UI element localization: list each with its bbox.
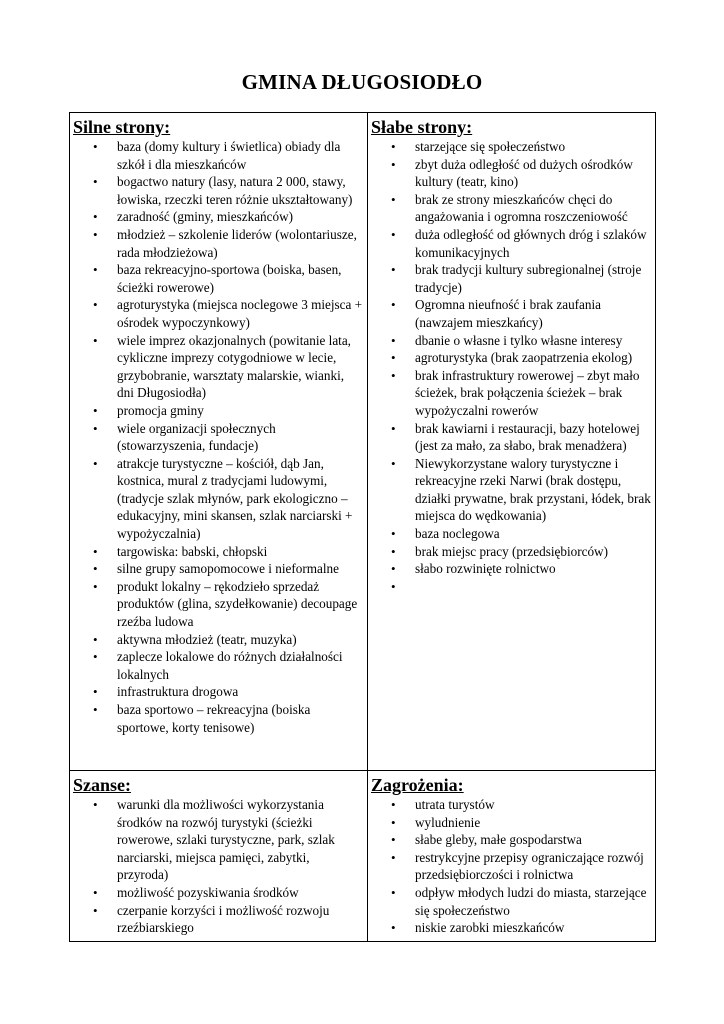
list-item: • brak miejsc pracy (przedsiębiorców) (371, 543, 651, 561)
opportunities-list (73, 796, 363, 937)
list-item: • agroturystyka (miejsca noclegowe 3 miejsca + ośrodek wypoczynkowy) (73, 296, 363, 331)
list-item: • bogactwo natury (lasy, natura 2 000, stawy, łowiska, rzeczki teren różnie ukształtowany) (73, 173, 363, 208)
list-item: • baza noclegowa (371, 525, 651, 543)
list-item: • młodzież – szkolenie liderów (wolontariusze, rada młodzieżowa) (73, 226, 363, 261)
opportunities-cell (70, 771, 368, 942)
list-item: • baza rekreacyjno-sportowa (boiska, basen, ścieżki rowerowe) (73, 261, 363, 296)
weaknesses-heading: Słabe strony: (371, 117, 473, 137)
list-item: • promocja gminy (73, 402, 363, 420)
list-item: • dbanie o własne i tylko własne interesy (371, 332, 651, 350)
list-item: • agroturystyka (brak zaopatrzenia ekolog) (371, 349, 651, 367)
list-item: • słabe gleby, małe gospodarstwa (371, 831, 651, 849)
list-item: • aktywna młodzież (teatr, muzyka) (73, 631, 363, 649)
list-item: • możliwość pozyskiwania środków (73, 884, 363, 902)
list-item: • zaplecze lokalowe do różnych działalności lokalnych (73, 648, 363, 683)
list-item: • brak tradycji kultury subregionalnej (stroje tradycje) (371, 261, 651, 296)
strengths-list (73, 138, 363, 736)
list-item: • wiele organizacji społecznych (stowarzyszenia, fundacje) (73, 420, 363, 455)
weaknesses-cell (368, 113, 656, 771)
list-item: • Ogromna nieufność i brak zaufania (nawzajem mieszkańcy) (371, 296, 651, 331)
opportunities-heading: Szanse: (73, 775, 131, 795)
swot-table (69, 112, 656, 942)
list-item: • restrykcyjne przepisy ograniczające rozwój przedsiębiorczości i rolnictwa (371, 849, 651, 884)
list-item: • Niewykorzystane walory turystyczne i rekreacyjne rzeki Narwi (brak dostępu, działki prywatne, brak przystani, łódek, brak miejsca do wędkowania) (371, 455, 651, 525)
strengths-heading: Silne strony: (73, 117, 171, 137)
list-item: • duża odległość od głównych dróg i szlaków komunikacyjnych (371, 226, 651, 261)
list-item: • zbyt duża odległość od dużych ośrodków kultury (teatr, kino) (371, 156, 651, 191)
list-item: • słabo rozwinięte rolnictwo (371, 560, 651, 578)
threats-heading: Zagrożenia: (371, 775, 464, 795)
list-item: • zaradność (gminy, mieszkańców) (73, 208, 363, 226)
weaknesses-list (371, 138, 651, 595)
list-item: • niskie zarobki mieszkańców (371, 919, 651, 937)
threats-list (371, 796, 651, 937)
list-item: • utrata turystów (371, 796, 651, 814)
list-item: • produkt lokalny – rękodzieło sprzedaż produktów (glina, szydełkowanie) decoupage rzeźba ludowa (73, 578, 363, 631)
list-item: • brak ze strony mieszkańców chęci do angażowania i ogromna roszczeniowość (371, 191, 651, 226)
strengths-cell (70, 113, 368, 771)
list-item: • wiele imprez okazjonalnych (powitanie lata, cykliczne imprezy cotygodniowe w lecie, grzybobranie, warsztaty malarskie, wianki, dni Długosiodła) (73, 332, 363, 402)
list-item (371, 578, 651, 596)
list-item: • brak infrastruktury rowerowej – zbyt mało ścieżek, brak połączenia ścieżek – brak wypożyczalni rowerów (371, 367, 651, 420)
list-item: • brak kawiarni i restauracji, bazy hotelowej (jest za mało, za słabo, brak menadżera) (371, 420, 651, 455)
list-item: • infrastruktura drogowa (73, 683, 363, 701)
list-item: • warunki dla możliwości wykorzystania środków na rozwój turystyki (ścieżki rowerowe, szlaki turystyczne, park, szlak narciarski, miejsca pamięci, zabytki, przyroda) (73, 796, 363, 884)
document-title: GMINA DŁUGOSIODŁO (241, 70, 483, 94)
list-item: • silne grupy samopomocowe i nieformalne (73, 560, 363, 578)
list-item: • odpływ młodych ludzi do miasta, starzejące się społeczeństwo (371, 884, 651, 919)
list-item: • atrakcje turystyczne – kościół, dąb Jan, kostnica, mural z tradycjami ludowymi, (tradycje szlak młynów, park ekologiczno – edukacyjny, mini skansen, szlak narciarski + wypożyczalnia) (73, 455, 363, 543)
list-item: • baza (domy kultury i świetlica) obiady dla szkół i dla mieszkańców (73, 138, 363, 173)
threats-cell (368, 771, 656, 942)
list-item: • wyludnienie (371, 814, 651, 832)
list-item: • targowiska: babski, chłopski (73, 543, 363, 561)
list-item: • czerpanie korzyści i możliwość rozwoju rzeźbiarskiego (73, 902, 363, 937)
list-item: • baza sportowo – rekreacyjna (boiska sportowe, korty tenisowe) (73, 701, 363, 736)
list-item: • starzejące się społeczeństwo (371, 138, 651, 156)
